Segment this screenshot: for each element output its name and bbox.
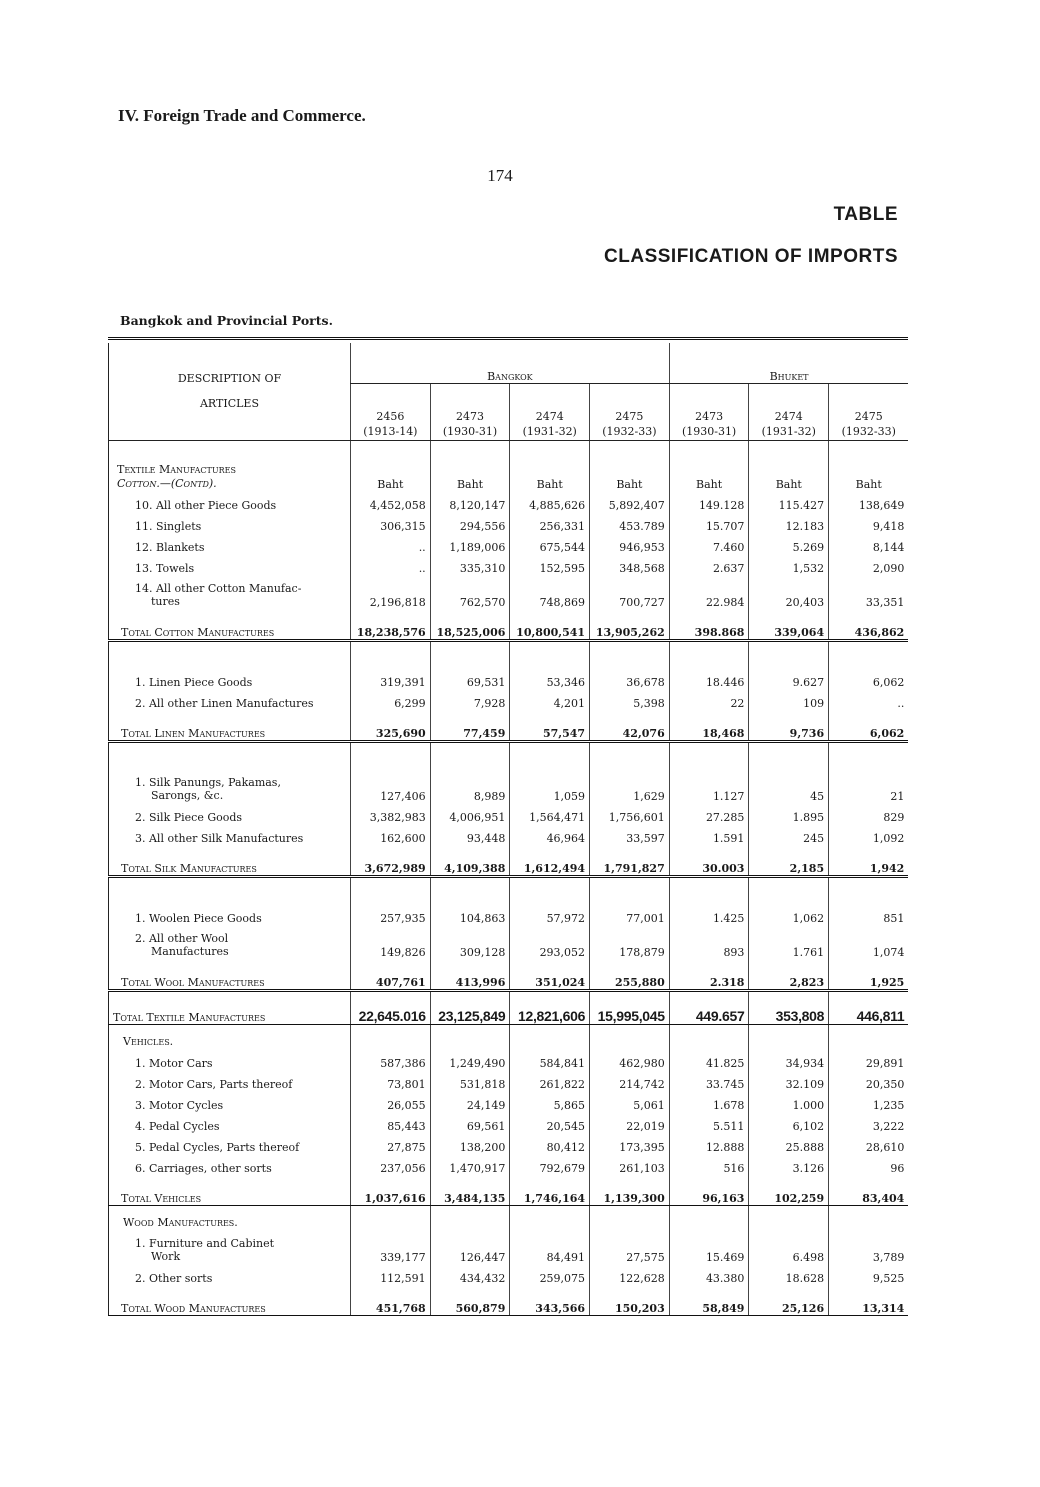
row-label: 1. Silk Panungs, Pakamas, Sarongs, &c. (109, 769, 351, 803)
grand-total-row (109, 990, 909, 1024)
cell-value: 5.269 (749, 533, 829, 554)
cell-value: 28,610 (829, 1133, 909, 1154)
cell-value: 178,879 (590, 925, 670, 959)
cell-value: 214,742 (590, 1070, 670, 1091)
table-row (109, 925, 909, 959)
year-header: 2473 (1930-31) (430, 384, 510, 441)
total-value: 398.868 (669, 609, 749, 641)
cell-value: 8,144 (829, 533, 909, 554)
cell-value: 7.460 (669, 533, 749, 554)
category-heading: Wood Manufactures. (109, 1205, 351, 1230)
cell-value: 3,382,983 (351, 803, 431, 824)
row-label: 11. Singlets (109, 512, 351, 533)
total-value: 353,808 (749, 990, 829, 1024)
cell-value: 306,315 (351, 512, 431, 533)
total-value: 10,800,541 (510, 609, 590, 641)
year-header: 2475 (1932-33) (829, 384, 909, 441)
cell-value: 4,006,951 (430, 803, 510, 824)
cell-value: 104,863 (430, 904, 510, 925)
total-label: Total Cotton Manufactures (109, 609, 351, 641)
cell-value: 434,432 (430, 1264, 510, 1285)
cell-value: 1,629 (590, 769, 670, 803)
imports-table (108, 343, 908, 1316)
cell-value: 69,561 (430, 1112, 510, 1133)
table-row (109, 1133, 909, 1154)
cell-value: 27.285 (669, 803, 749, 824)
cell-value: 27,575 (590, 1230, 670, 1264)
cell-value: 46,964 (510, 824, 590, 845)
category-heading: Vehicles. (109, 1024, 351, 1049)
year-header: 2475 (1932-33) (590, 384, 670, 441)
table-row (109, 1264, 909, 1285)
cell-value: 138,649 (829, 491, 909, 512)
total-value: 96,163 (669, 1175, 749, 1206)
total-value: 446,811 (829, 990, 909, 1024)
total-value: 339,064 (749, 609, 829, 641)
unit-row (109, 441, 909, 491)
cell-value: 85,443 (351, 1112, 431, 1133)
row-label: 12. Blankets (109, 533, 351, 554)
cell-value: 77,001 (590, 904, 670, 925)
cell-value: 1,074 (829, 925, 909, 959)
total-value: 1,791,827 (590, 845, 670, 877)
cell-value: 34,934 (749, 1049, 829, 1070)
cell-value: 36,678 (590, 668, 670, 689)
cell-value: 8,989 (430, 769, 510, 803)
row-label: 1. Linen Piece Goods (109, 668, 351, 689)
cell-value: 1,062 (749, 904, 829, 925)
total-value: 2,185 (749, 845, 829, 877)
table-heading: CLASSIFICATION OF IMPORTS (604, 246, 898, 267)
cell-value: 675,544 (510, 533, 590, 554)
total-value: 102,259 (749, 1175, 829, 1206)
cell-value: 516 (669, 1154, 749, 1175)
row-label: 2. Other sorts (109, 1264, 351, 1285)
total-value: 18,468 (669, 710, 749, 742)
total-value: 13,905,262 (590, 609, 670, 641)
year-header: 2456 (1913-14) (351, 384, 431, 441)
textile-heading: Textile Manufactures Cotton.—(Contd). (109, 441, 351, 491)
table-row (109, 1091, 909, 1112)
cell-value: 335,310 (430, 554, 510, 575)
spacer-row (109, 876, 909, 904)
cell-value: 4,201 (510, 689, 590, 710)
total-value: 407,761 (351, 959, 431, 991)
total-value: 1,139,300 (590, 1175, 670, 1206)
cell-value: .. (351, 554, 431, 575)
table-row (109, 668, 909, 689)
cell-value: 1.000 (749, 1091, 829, 1112)
unit-label: Baht (669, 441, 749, 491)
table-label: TABLE (833, 204, 898, 225)
cell-value: 6,102 (749, 1112, 829, 1133)
cell-value: 762,570 (430, 575, 510, 609)
row-label: 2. Motor Cars, Parts thereof (109, 1070, 351, 1091)
table-row (109, 1070, 909, 1091)
cell-value: 22 (669, 689, 749, 710)
cell-value: 946,953 (590, 533, 670, 554)
cell-value: 33,351 (829, 575, 909, 609)
total-value: 449.657 (669, 990, 749, 1024)
cell-value: 245 (749, 824, 829, 845)
cell-value: 462,980 (590, 1049, 670, 1070)
row-label: 3. All other Silk Manufactures (109, 824, 351, 845)
cell-value: 27,875 (351, 1133, 431, 1154)
cell-value: 20,403 (749, 575, 829, 609)
total-value: 3,672,989 (351, 845, 431, 877)
cell-value: 1.895 (749, 803, 829, 824)
category-heading-row (109, 1205, 909, 1230)
cell-value: 45 (749, 769, 829, 803)
table-subheading: Bangkok and Provincial Ports. (120, 313, 333, 328)
spacer-row (109, 640, 909, 668)
total-label: Total Vehicles (109, 1175, 351, 1206)
header-group-row (109, 343, 909, 384)
table-row (109, 904, 909, 925)
row-label: 1. Furniture and Cabinet Work (109, 1230, 351, 1264)
cell-value: 43.380 (669, 1264, 749, 1285)
cell-value: 453.789 (590, 512, 670, 533)
total-row (109, 959, 909, 991)
cell-value: 126,447 (430, 1230, 510, 1264)
cell-value: 127,406 (351, 769, 431, 803)
cell-value: 293,052 (510, 925, 590, 959)
cell-value: 22.984 (669, 575, 749, 609)
cell-value: 309,128 (430, 925, 510, 959)
row-label: 1. Woolen Piece Goods (109, 904, 351, 925)
cell-value: 32.109 (749, 1070, 829, 1091)
bangkok-group-header: Bangkok (351, 343, 670, 384)
cell-value: 5,865 (510, 1091, 590, 1112)
unit-label: Baht (590, 441, 670, 491)
table-row (109, 1230, 909, 1264)
cell-value: 9.627 (749, 668, 829, 689)
cell-value: 256,331 (510, 512, 590, 533)
total-value: 9,736 (749, 710, 829, 742)
cell-value: 851 (829, 904, 909, 925)
cell-value: 109 (749, 689, 829, 710)
table-row (109, 689, 909, 710)
cell-value: 25.888 (749, 1133, 829, 1154)
total-value: 1,942 (829, 845, 909, 877)
cell-value: 12.888 (669, 1133, 749, 1154)
cell-value: 257,935 (351, 904, 431, 925)
cell-value: 18.628 (749, 1264, 829, 1285)
unit-label: Baht (430, 441, 510, 491)
total-value: 351,024 (510, 959, 590, 991)
cell-value: 584,841 (510, 1049, 590, 1070)
cell-value: 33.745 (669, 1070, 749, 1091)
cell-value: 1,249,490 (430, 1049, 510, 1070)
cell-value: 829 (829, 803, 909, 824)
cell-value: 3.126 (749, 1154, 829, 1175)
cell-value: 294,556 (430, 512, 510, 533)
total-value: 15,995,045 (590, 990, 670, 1024)
bhuket-group-header: Bhuket (669, 343, 908, 384)
cell-value: 80,412 (510, 1133, 590, 1154)
cell-value: 26,055 (351, 1091, 431, 1112)
total-value: 30.003 (669, 845, 749, 877)
row-label: 1. Motor Cars (109, 1049, 351, 1070)
cell-value: 20,545 (510, 1112, 590, 1133)
table-row (109, 554, 909, 575)
cell-value: 162,600 (351, 824, 431, 845)
cell-value: 53,346 (510, 668, 590, 689)
cell-value: 24,149 (430, 1091, 510, 1112)
total-value: 325,690 (351, 710, 431, 742)
cell-value: 3,222 (829, 1112, 909, 1133)
total-row (109, 609, 909, 641)
row-label: 10. All other Piece Goods (109, 491, 351, 512)
total-value: 1,746,164 (510, 1175, 590, 1206)
cell-value: 7,928 (430, 689, 510, 710)
row-label: 13. Towels (109, 554, 351, 575)
cell-value: 149,826 (351, 925, 431, 959)
cell-value: 4,885,626 (510, 491, 590, 512)
cell-value: 57,972 (510, 904, 590, 925)
total-value: 18,238,576 (351, 609, 431, 641)
year-header: 2474 (1931-32) (749, 384, 829, 441)
total-value: 22,645.016 (351, 990, 431, 1024)
cell-value: 259,075 (510, 1264, 590, 1285)
cell-value: 152,595 (510, 554, 590, 575)
table-row (109, 1154, 909, 1175)
total-value: 1,925 (829, 959, 909, 991)
unit-label: Baht (749, 441, 829, 491)
category-heading-row (109, 1024, 909, 1049)
total-value: 1,612,494 (510, 845, 590, 877)
cell-value: 84,491 (510, 1230, 590, 1264)
cell-value: 12.183 (749, 512, 829, 533)
total-value: 3,484,135 (430, 1175, 510, 1206)
total-label: Total Textile Manufactures (109, 990, 351, 1024)
total-value: 58,849 (669, 1285, 749, 1316)
table-row (109, 575, 909, 609)
cell-value: 9,418 (829, 512, 909, 533)
description-header-line2: ARTICLES (199, 396, 259, 410)
cell-value: .. (351, 533, 431, 554)
imports-table-frame (108, 337, 908, 1337)
total-value: 436,862 (829, 609, 909, 641)
total-label: Total Wood Manufactures (109, 1285, 351, 1316)
cell-value: 21 (829, 769, 909, 803)
cell-value: 1,092 (829, 824, 909, 845)
description-header (109, 343, 351, 441)
total-value: 343,566 (510, 1285, 590, 1316)
cell-value: 700,727 (590, 575, 670, 609)
cell-value: 115.427 (749, 491, 829, 512)
cell-value: 348,568 (590, 554, 670, 575)
table-row (109, 512, 909, 533)
section-title: IV. Foreign Trade and Commerce. (118, 106, 366, 125)
unit-label: Baht (510, 441, 590, 491)
total-value: 4,109,388 (430, 845, 510, 877)
cell-value: 22,019 (590, 1112, 670, 1133)
table-row (109, 491, 909, 512)
cell-value: 893 (669, 925, 749, 959)
row-label: 2. All other Wool Manufactures (109, 925, 351, 959)
total-row (109, 710, 909, 742)
total-value: 42,076 (590, 710, 670, 742)
cell-value: 1.678 (669, 1091, 749, 1112)
cell-value: 93,448 (430, 824, 510, 845)
cell-value: 8,120,147 (430, 491, 510, 512)
total-value: 18,525,006 (430, 609, 510, 641)
total-value: 2.318 (669, 959, 749, 991)
cell-value: 20,350 (829, 1070, 909, 1091)
row-label: 2. All other Linen Manufactures (109, 689, 351, 710)
cell-value: 1,756,601 (590, 803, 670, 824)
cell-value: 5,892,407 (590, 491, 670, 512)
cell-value: 9,525 (829, 1264, 909, 1285)
cell-value: 1,532 (749, 554, 829, 575)
cell-value: 1,059 (510, 769, 590, 803)
description-header-line1: DESCRIPTION OF (177, 372, 282, 386)
total-value: 2,823 (749, 959, 829, 991)
cell-value: 1.591 (669, 824, 749, 845)
total-value: 6,062 (829, 710, 909, 742)
cell-value: 6,062 (829, 668, 909, 689)
cell-value: 41.825 (669, 1049, 749, 1070)
total-label: Total Linen Manufactures (109, 710, 351, 742)
cell-value: 1.127 (669, 769, 749, 803)
unit-label: Baht (351, 441, 431, 491)
cell-value: 1,189,006 (430, 533, 510, 554)
total-value: 413,996 (430, 959, 510, 991)
total-value: 1,037,616 (351, 1175, 431, 1206)
cell-value: 138,200 (430, 1133, 510, 1154)
cell-value: 112,591 (351, 1264, 431, 1285)
cell-value: 1.761 (749, 925, 829, 959)
cell-value: .. (829, 689, 909, 710)
cell-value: 587,386 (351, 1049, 431, 1070)
total-value: 83,404 (829, 1175, 909, 1206)
cell-value: 6.498 (749, 1230, 829, 1264)
page-number: 174 (487, 166, 513, 185)
cell-value: 1.425 (669, 904, 749, 925)
cell-value: 1,235 (829, 1091, 909, 1112)
total-value: 23,125,849 (430, 990, 510, 1024)
cell-value: 6,299 (351, 689, 431, 710)
year-header: 2474 (1931-32) (510, 384, 590, 441)
row-label: 4. Pedal Cycles (109, 1112, 351, 1133)
cell-value: 69,531 (430, 668, 510, 689)
row-label: 2. Silk Piece Goods (109, 803, 351, 824)
total-value: 77,459 (430, 710, 510, 742)
cell-value: 1,470,917 (430, 1154, 510, 1175)
cell-value: 1,564,471 (510, 803, 590, 824)
cell-value: 33,597 (590, 824, 670, 845)
cell-value: 2.637 (669, 554, 749, 575)
cell-value: 15.707 (669, 512, 749, 533)
total-label: Total Silk Manufactures (109, 845, 351, 877)
cell-value: 748,869 (510, 575, 590, 609)
row-label: 5. Pedal Cycles, Parts thereof (109, 1133, 351, 1154)
cell-value: 2,196,818 (351, 575, 431, 609)
cell-value: 4,452,058 (351, 491, 431, 512)
row-label: 14. All other Cotton Manufac- tures (109, 575, 351, 609)
total-value: 25,126 (749, 1285, 829, 1316)
cell-value: 73,801 (351, 1070, 431, 1091)
table-row (109, 1112, 909, 1133)
cell-value: 237,056 (351, 1154, 431, 1175)
total-value: 255,880 (590, 959, 670, 991)
table-row (109, 803, 909, 824)
total-row (109, 1175, 909, 1206)
total-value: 57,547 (510, 710, 590, 742)
cell-value: 2,090 (829, 554, 909, 575)
row-label: 6. Carriages, other sorts (109, 1154, 351, 1175)
row-label: 3. Motor Cycles (109, 1091, 351, 1112)
year-header: 2473 (1930-31) (669, 384, 749, 441)
cell-value: 5,398 (590, 689, 670, 710)
cell-value: 261,822 (510, 1070, 590, 1091)
cell-value: 261,103 (590, 1154, 670, 1175)
table-row (109, 769, 909, 803)
cell-value: 173,395 (590, 1133, 670, 1154)
total-row (109, 1285, 909, 1316)
total-label: Total Wool Manufactures (109, 959, 351, 991)
total-value: 13,314 (829, 1285, 909, 1316)
table-row (109, 824, 909, 845)
cell-value: 531,818 (430, 1070, 510, 1091)
cell-value: 3,789 (829, 1230, 909, 1264)
table-row (109, 533, 909, 554)
cell-value: 319,391 (351, 668, 431, 689)
cell-value: 122,628 (590, 1264, 670, 1285)
table-row (109, 1049, 909, 1070)
cell-value: 15.469 (669, 1230, 749, 1264)
cell-value: 792,679 (510, 1154, 590, 1175)
cell-value: 149.128 (669, 491, 749, 512)
total-row (109, 845, 909, 877)
total-value: 560,879 (430, 1285, 510, 1316)
total-value: 451,768 (351, 1285, 431, 1316)
unit-label: Baht (829, 441, 909, 491)
cell-value: 18.446 (669, 668, 749, 689)
total-value: 150,203 (590, 1285, 670, 1316)
cell-value: 96 (829, 1154, 909, 1175)
cell-value: 5,061 (590, 1091, 670, 1112)
total-value: 12,821,606 (510, 990, 590, 1024)
cell-value: 339,177 (351, 1230, 431, 1264)
spacer-row (109, 741, 909, 769)
cell-value: 29,891 (829, 1049, 909, 1070)
cell-value: 5.511 (669, 1112, 749, 1133)
